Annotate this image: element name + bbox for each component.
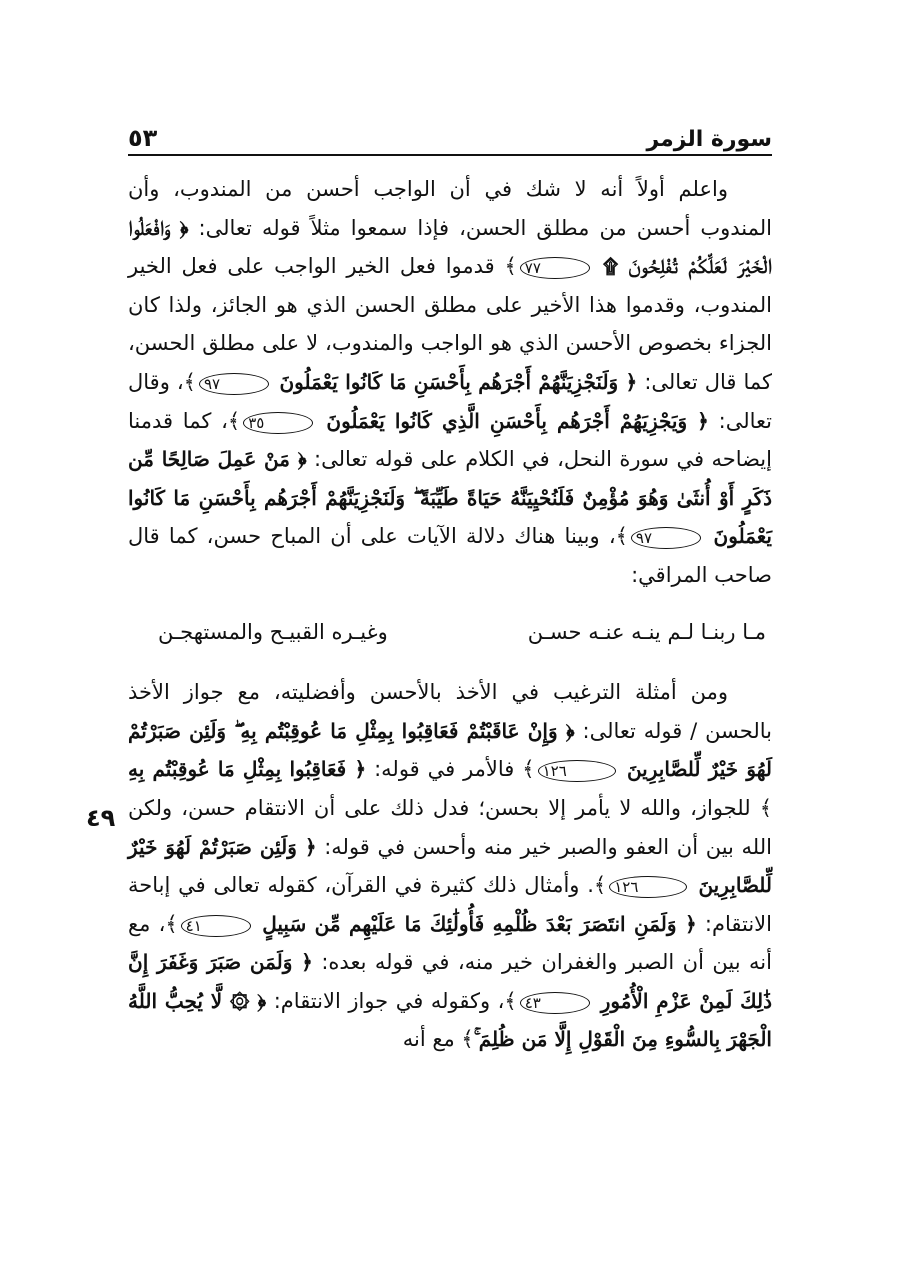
verse-number: ١٢٦ bbox=[538, 760, 616, 782]
quran-verse: ﴿ وَإِنْ عَاقَبْتُمْ فَعَاقِبُوا بِمِثْلِ مَا عُوقِبْتُم بِهِ ۖ وَلَئِن صَبَرْتُمْ لَهُوَ خَيْرٌ لِّلصَّابِرِينَ bbox=[128, 718, 772, 782]
text-run: ﴾ مع أنه bbox=[402, 1027, 474, 1052]
quran-verse: ﴿ وَلَمَن صَبَرَ وَغَفَرَ إِنَّ ذَٰلِكَ لَمِنْ عَزْمِ الْأُمُورِ bbox=[128, 950, 772, 1013]
text-run: ﴾. وأمثال ذلك كثيرة في القرآن، كقوله تعالى في إباحة الانتقام: bbox=[128, 873, 772, 936]
verse-number: ١٢٦ bbox=[609, 876, 687, 898]
margin-page-marker: ٤٩ bbox=[86, 804, 116, 832]
verse-number: ٤١ bbox=[181, 915, 251, 937]
verse-number: ٩٧ bbox=[199, 373, 269, 395]
quran-verse: ﴿ مَنْ عَمِلَ صَالِحًا مِّن ذَكَرٍ أَوْ أُنثَىٰ وَهُوَ مُؤْمِنٌ فَلَنُحْيِيَنَّهُ حَيَاةً طَيِّبَةً ۖ وَلَنَجْزِيَنَّهُمْ أَجْرَهُم بِأَحْسَنِ مَا كَانُوا يَعْمَلُونَ bbox=[128, 447, 773, 549]
paragraph-2 bbox=[128, 673, 772, 1059]
verse-number: ٧٧ bbox=[520, 257, 590, 279]
poetry-verse bbox=[128, 613, 772, 652]
text-run: ﴾ فالأمر في قوله: bbox=[366, 757, 535, 782]
poem-first-hemistich: مـا ربنـا لـم ينـه عنـه حسـن bbox=[527, 619, 766, 644]
text-run: ومن أمثلة الترغيب في الأخذ بالأحسن وأفضليته، مع جواز الأخذ بالحسن / قوله تعالى: bbox=[128, 680, 772, 743]
quran-verse: ﴿ وَافْعَلُوا الْخَيْرَ لَعَلَّكُمْ تُفْلِحُونَ ۩ bbox=[128, 215, 772, 279]
poem-second-hemistich: وغيـره القبيـح والمستهجـن bbox=[158, 619, 388, 644]
verse-number: ٤٣ bbox=[520, 992, 590, 1014]
verse-number: ٩٧ bbox=[631, 527, 701, 549]
paragraph-1 bbox=[128, 170, 772, 595]
text-run: واعلم أولاً أنه لا شك في أن الواجب أحسن من المندوب، وأن المندوب أحسن من مطلق الحسن، فإذا سمعوا مثلاً قوله تعالى: bbox=[128, 177, 772, 240]
quran-verse: ﴿ وَلَئِن صَبَرْتُمْ لَهُوَ خَيْرٌ لِّلصَّابِرِينَ bbox=[128, 834, 773, 898]
text-run: ﴾، وكقوله في جواز الانتقام: bbox=[266, 988, 517, 1013]
page-body bbox=[128, 170, 772, 1059]
page-header bbox=[128, 112, 772, 152]
text-run: ﴾، مع أنه بين أن الصبر والغفران خير منه، في قوله بعده: bbox=[128, 911, 772, 975]
text-run: ﴾، وقال تعالى: bbox=[128, 369, 773, 433]
quran-verse: ﴿ ۞ لَّا يُحِبُّ اللَّهُ الْجَهْرَ بِالسُّوءِ مِنَ الْقَوْلِ إِلَّا مَن ظُلِمَ ۚ bbox=[128, 988, 772, 1052]
page-number: ٥٣ bbox=[128, 124, 158, 152]
running-title: سورة الزمر bbox=[646, 127, 772, 152]
text-run: ﴾ للجواز، والله لا يأمر إلا بحسن؛ فدل ذلك على أن الانتقام حسن، ولكن الله بين أن العفو والصبر خير منه وأحسن في قوله: bbox=[128, 795, 772, 859]
quran-verse: ﴿ وَلَمَنِ انتَصَرَ بَعْدَ ظُلْمِهِ فَأُولَٰئِكَ مَا عَلَيْهِم مِّن سَبِيلٍ bbox=[253, 911, 697, 936]
verse-number: ٣٥ bbox=[243, 412, 313, 434]
text-run: ﴾ قدموا فعل الخير الواجب على فعل الخير المندوب، وقدموا هذا الأخير على مطلق الحسن الذي هو الجائز، ولذا كان الجزاء بخصوص الأحسن الذي هو الواجب والمندوب، لا على مطلق الحسن، كما قال تعالى: bbox=[128, 254, 773, 394]
text-run: ﴾، وبينا هناك دلالة الآيات على أن المباح حسن، كما قال صاحب المراقي: bbox=[128, 524, 772, 587]
quran-verse: ﴿ وَلَنَجْزِيَنَّهُمْ أَجْرَهُم بِأَحْسَنِ مَا كَانُوا يَعْمَلُونَ bbox=[272, 369, 638, 394]
text-run: ﴾، كما قدمنا إيضاحه في سورة النحل، في الكلام على قوله تعالى: bbox=[128, 408, 772, 472]
quran-verse: ﴿ وَيَجْزِيَهُمْ أَجْرَهُم بِأَحْسَنِ الَّذِي كَانُوا يَعْمَلُونَ bbox=[316, 408, 709, 433]
quran-verse: ﴿ فَعَاقِبُوا بِمِثْلِ مَا عُوقِبْتُم بِهِ bbox=[128, 757, 367, 782]
header-rule bbox=[128, 154, 772, 156]
